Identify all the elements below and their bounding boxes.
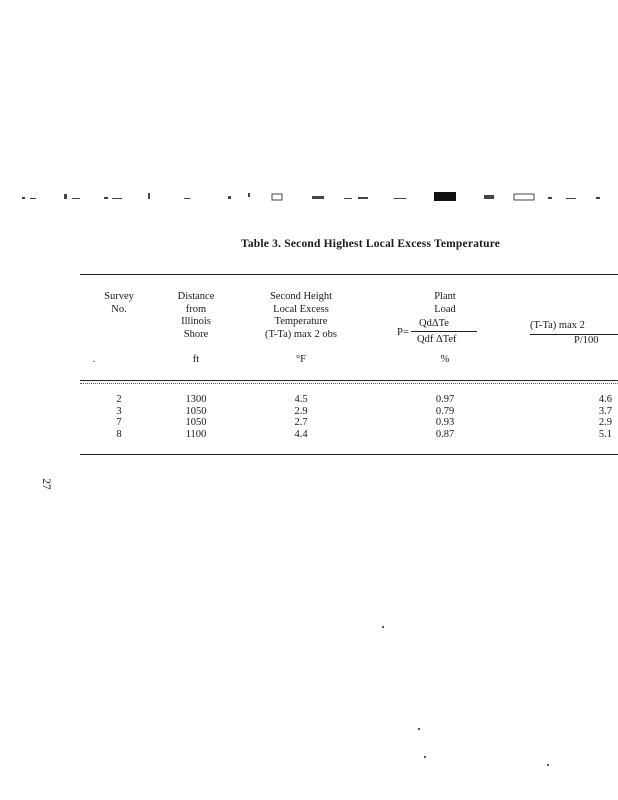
- header-temperature-line: Second Height: [269, 291, 333, 302]
- header-temperature-line: Local Excess: [273, 303, 329, 315]
- scan-speck: [382, 626, 384, 628]
- table-row: [80, 429, 618, 441]
- header-ratio-numerator: (T-Ta) max 2: [530, 320, 585, 331]
- header-survey: [88, 291, 150, 316]
- table-row: [80, 406, 618, 418]
- table-row: [80, 394, 618, 406]
- scan-speck: [424, 756, 426, 758]
- table-body: [80, 394, 618, 440]
- cell-distance: 1050: [185, 405, 207, 417]
- cell-load: 0.93: [435, 417, 455, 429]
- cell-survey: 7: [116, 417, 122, 429]
- table-row: [80, 417, 618, 429]
- cell-temperature: 4.5: [294, 394, 308, 405]
- header-load-line: Load: [434, 303, 456, 315]
- cell-survey: 8: [116, 428, 122, 440]
- header-survey-line: No.: [111, 303, 127, 315]
- header-distance-line: from: [185, 303, 207, 315]
- table-bottom-rule: [80, 454, 618, 455]
- cell-distance: 1300: [185, 394, 207, 405]
- cell-temperature: 2.9: [294, 405, 308, 417]
- cell-ratio: 4.6: [598, 394, 612, 405]
- header-survey-line: Survey: [104, 291, 134, 302]
- cell-distance: 1100: [185, 428, 207, 440]
- cell-survey: 3: [116, 405, 122, 417]
- scan-speck: [418, 728, 420, 730]
- cell-ratio: 3.7: [598, 405, 612, 417]
- load-formula-lhs: P=: [397, 327, 409, 338]
- header-distance: [160, 291, 232, 341]
- scan-speck: [547, 764, 549, 766]
- header-load-line: Plant: [434, 291, 456, 302]
- table-header-rule-secondary: [80, 383, 618, 384]
- table-top-rule: [80, 274, 618, 275]
- cell-temperature: 4.4: [294, 428, 308, 440]
- table-header-rule: [80, 380, 618, 381]
- header-ratio: [530, 320, 618, 350]
- header-ratio-denominator: P/100: [574, 335, 599, 346]
- header-distance-line: Shore: [183, 328, 209, 340]
- load-formula-bar: [411, 331, 477, 332]
- cell-load: 0.97: [435, 394, 455, 405]
- cell-distance: 1050: [185, 417, 207, 429]
- header-load: [395, 291, 495, 316]
- table-title: Table 3. Second Highest Local Excess Temperature: [241, 238, 501, 250]
- unit-survey: .: [92, 354, 96, 365]
- unit-temperature: °F: [295, 354, 307, 365]
- unit-distance: ft: [192, 354, 200, 365]
- header-distance-line: Distance: [177, 291, 215, 302]
- cell-ratio: 2.9: [598, 417, 612, 429]
- cell-ratio: 5.1: [598, 428, 612, 440]
- cell-temperature: 2.7: [294, 417, 308, 429]
- page-number: 27: [39, 478, 52, 490]
- header-distance-line: Illinois: [181, 316, 211, 327]
- load-formula: [397, 318, 493, 352]
- load-formula-numerator: QdΔTe: [419, 318, 449, 329]
- header-temperature: [250, 291, 352, 341]
- unit-load: %: [440, 354, 450, 365]
- load-formula-denominator: Qdf ΔTef: [417, 334, 457, 345]
- cell-survey: 2: [116, 394, 122, 405]
- cell-load: 0.79: [435, 405, 455, 417]
- scan-noise-strip: [0, 188, 618, 206]
- header-temperature-line: Temperature: [274, 316, 328, 327]
- cell-load: 0.87: [435, 428, 455, 440]
- header-temperature-line: (T-Ta) max 2 obs: [264, 328, 338, 340]
